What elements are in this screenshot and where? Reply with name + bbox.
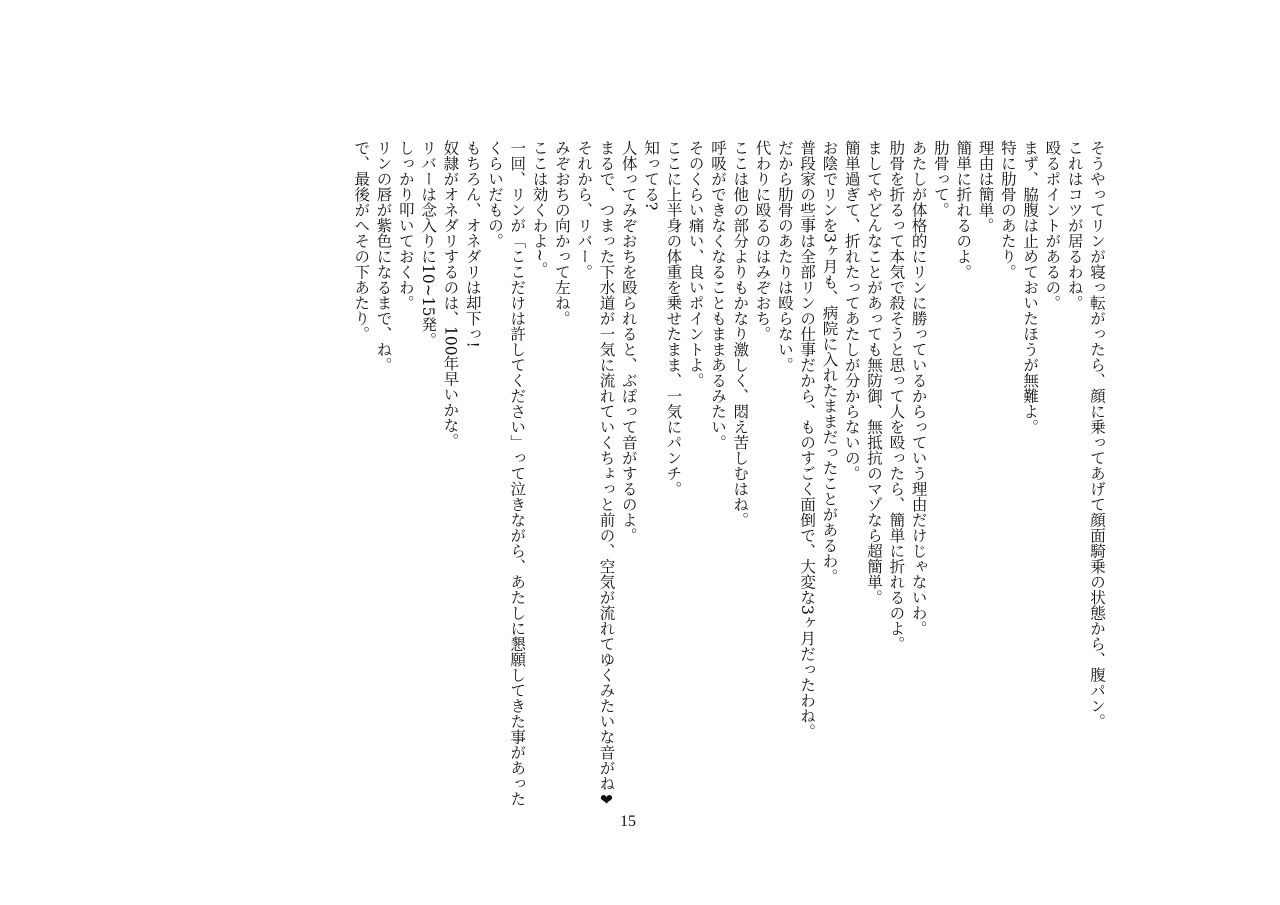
text-line: 知ってる? — [642, 140, 661, 211]
text-line: ここは効くわよ~。 — [530, 140, 549, 277]
text-line: で、最後がへその下あたり。 — [352, 140, 371, 342]
text-line: これはコツが居るわね。 — [1065, 140, 1084, 311]
text-line: 奴隷がオネダリするのは、100年早いかな。 — [441, 140, 460, 449]
text-line: 特に肋骨のあたり。 — [998, 140, 1017, 280]
text-line: リバーは念入りに10~15発。 — [419, 140, 438, 348]
text-line: 呼吸ができなくなることもままあるみたい。 — [708, 140, 727, 450]
text-line: お陰でリンを3ヶ月も、病院に入れたままだったことがあるわ。 — [820, 140, 839, 584]
text-line: まるで、つまった下水道が一気に流れていくちょっと前の、空気が流れてゆくみたいな音がね❤ — [597, 140, 616, 809]
text-line: リンの唇が紫色になるまで、ね。 — [374, 140, 393, 373]
text-line: 一回、リンが「ここだけは許してください」って泣きながら、あたしに懇願してきた事があったくらいだもの。 — [485, 140, 527, 807]
text-line: ましてやどんなことがあっても無防御、無抵抗のマゾなら超簡単。 — [865, 140, 884, 605]
text-line: そうやってリンが寝っ転がったら、顔に乗ってあげて顔面騎乗の状態から、腹パン。 — [1088, 140, 1106, 729]
text-line: 人体ってみぞおちを殴られると、ぶぽって音がするのよ。 — [619, 140, 638, 543]
text-line: 肋骨を折るって本気で殺そうと思って人を殴ったら、簡単に折れるのよ。 — [887, 140, 906, 652]
text-line: 理由は簡単。 — [976, 140, 995, 233]
text-line: まず、脇腹は止めておいたほうが無難よ。 — [1021, 140, 1040, 435]
vertical-text-block — [350, 140, 1108, 810]
text-line: ここに上半身の体重を乗せたまま、一気にパンチ。 — [664, 140, 683, 497]
text-line: しっかり叩いておくわ。 — [396, 140, 415, 311]
text-line: 簡単に折れるのよ。 — [954, 140, 973, 280]
text-line: ここは他の部分よりもかなり激しく、悶え苦しむはね。 — [731, 140, 750, 528]
text-line: 肋骨って。 — [931, 140, 950, 218]
page-number: 15 — [620, 813, 636, 830]
text-line: みぞおちの向かって左ね。 — [552, 140, 571, 326]
text-line: だから肋骨のあたりは殴らない。 — [775, 140, 794, 373]
text-line: それから、リバー。 — [575, 140, 594, 280]
text-line: そのくらい痛い、良いポイントよ。 — [686, 140, 705, 388]
text-line: 簡単過ぎて、折れたってあたしが分からないの。 — [842, 140, 861, 481]
text-line: 代わりに殴るのはみぞおち。 — [753, 140, 772, 342]
text-line: あたしが体格的にリンに勝っているからっていう理由だけじゃないわ。 — [909, 140, 928, 636]
text-line: もちろん、オネダリは却下っ! — [463, 140, 482, 348]
text-line: 普段家の些事は全部リンの仕事だから、ものすごく面倒で、大変な3ヶ月だったわね。 — [798, 140, 817, 739]
text-line: 殴るポイントがあるの。 — [1043, 140, 1062, 311]
